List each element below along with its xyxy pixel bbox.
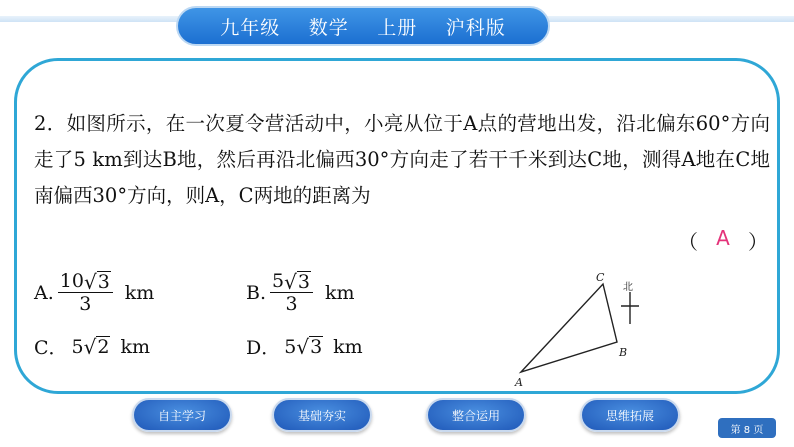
triangle-figure [505,268,655,392]
answer-value: A [716,226,730,250]
option-a-fraction [58,270,113,315]
option-a-denominator: 3 [79,293,92,315]
option-b-sqrt: √ 3 [284,269,310,294]
answer-bracket [678,226,768,255]
point-a-label: A [515,376,523,389]
point-b-label: B [619,346,628,359]
option-c-unit: km [120,335,151,358]
option-b-unit: km [324,281,355,304]
option-c-sqrt: √ 2 [83,335,110,359]
north-label: 北 [623,282,633,293]
option-a [34,270,154,315]
option-c-coef: 5 [71,335,84,358]
header-title-bar [176,6,550,46]
nav-self-study-button[interactable]: 自主学习 [132,398,232,432]
option-d-label: D． [246,337,281,359]
option-a-label: A. [34,281,54,304]
option-d-coef: 5 [284,335,297,358]
option-b-denominator: 3 [285,293,298,315]
option-b-fraction [270,270,313,315]
option-d-sqrt: √ 3 [296,335,323,359]
option-d-radicand: 3 [310,336,323,358]
option-b-coef: 5 [272,270,285,292]
option-b-radicand: 3 [297,270,310,293]
option-b-label: B. [246,281,267,304]
nav-basic-practice-button[interactable]: 基础夯实 [272,398,372,432]
option-a-coef: 10 [59,270,84,292]
header-volume: 上册 [377,16,418,39]
option-a-unit: km [124,281,155,304]
answer-open: （ [678,230,698,254]
option-b [246,270,354,315]
option-a-radicand: 3 [97,270,110,293]
option-c [34,333,150,360]
page-number-badge: 第 8 页 [718,418,776,438]
option-d-unit: km [333,335,363,358]
header-grade: 九年级 [220,16,281,39]
answer-close: ） [748,230,768,254]
header-edition: 沪科版 [445,16,506,39]
option-c-radicand: 2 [97,336,110,358]
option-c-label: C． [34,337,68,359]
triangle-abc [521,284,617,372]
nav-thinking-extension-button[interactable]: 思维拓展 [580,398,680,432]
question-text: 2．如图所示，在一次夏令营活动中，小亮从位于A点的营地出发，沿北偏东60°方向走了5 km到达B地，然后再沿北偏西30°方向走了若干千米到达C地，测得A地在C地南偏西30°方向，则A，C两地的距离为 [34,112,770,207]
header-subject: 数学 [308,16,349,39]
option-b-numerator [270,270,313,293]
option-a-numerator [58,270,113,293]
option-a-sqrt: √ 3 [83,269,110,294]
point-c-label: C [596,271,605,284]
option-d [246,333,363,360]
nav-integrated-use-button[interactable]: 整合运用 [426,398,526,432]
